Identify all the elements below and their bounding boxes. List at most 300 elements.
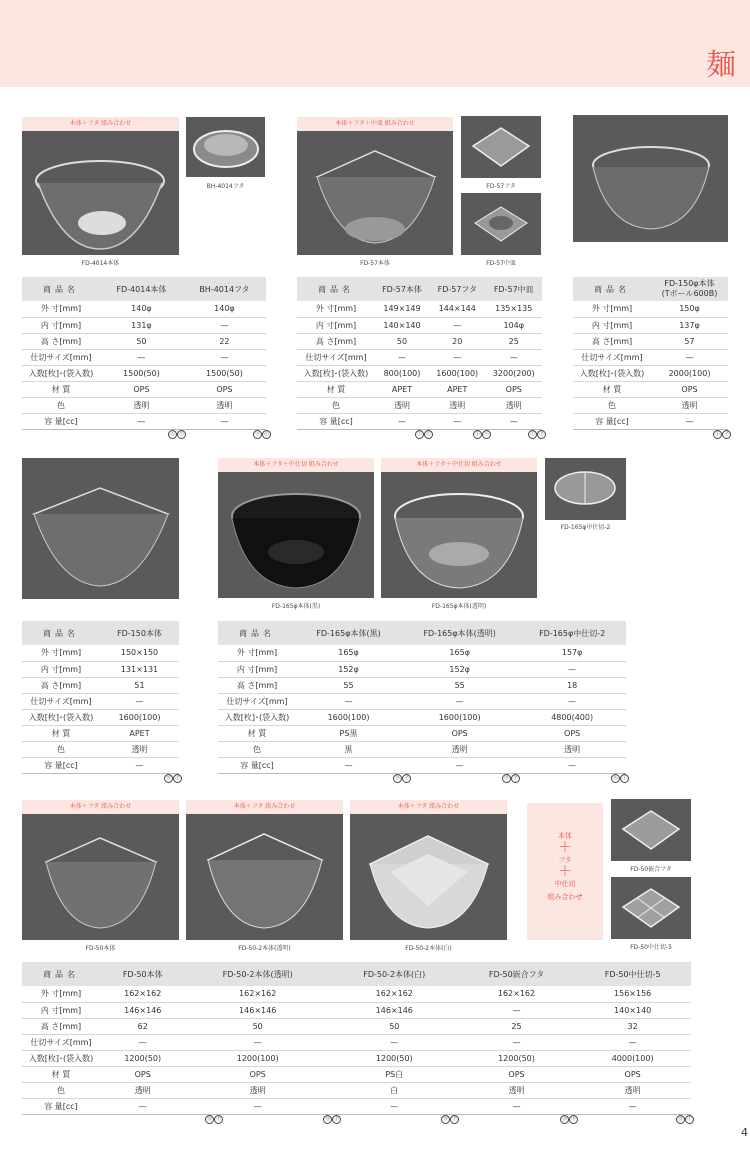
table-cell: — (185, 1098, 329, 1114)
material-mark: Ⓑ (442, 1116, 448, 1122)
combo-band: 本体＋フタ 組み合わせ (22, 117, 179, 131)
combo-note (527, 803, 603, 940)
table-cell: 22 (183, 333, 266, 349)
table-cell: FD-150φ本体 (Tボール600B) (651, 277, 728, 301)
material-mark: Ⓕ (178, 431, 184, 437)
table-row (573, 397, 728, 413)
row-label: 色 (22, 741, 100, 757)
table-row (22, 661, 179, 677)
spec-table-fd-150-round (573, 277, 728, 430)
table-header-row (573, 277, 728, 301)
table-cell: — (330, 1098, 459, 1114)
table-cell: FD-50中仕切-5 (574, 962, 691, 986)
table-cell: 透明 (485, 397, 542, 413)
table-cell: 51 (100, 677, 179, 693)
table-cell: — (183, 413, 266, 429)
product-photo-fd-165-black (218, 472, 374, 598)
product-photo-fd-150-round (573, 115, 728, 242)
row-label: 入数[枚]･(袋入数) (297, 365, 375, 381)
table-cell: 1600(100) (401, 709, 518, 725)
table-cell: 透明 (429, 397, 486, 413)
table-cell: 18 (518, 677, 626, 693)
material-marks (560, 1115, 578, 1124)
table-row (218, 693, 626, 709)
table-row (22, 1018, 691, 1034)
table-row (22, 709, 179, 725)
table-cell: OPS (651, 381, 728, 397)
table-cell: — (375, 413, 429, 429)
material-mark: Ⓣ (529, 431, 535, 437)
row-label: 高 さ[mm] (573, 333, 651, 349)
table-cell: FD-57本体 (375, 277, 429, 301)
table-cell: 1200(100) (185, 1050, 329, 1066)
table-row (22, 645, 179, 661)
row-label: 色 (297, 397, 375, 413)
material-marks (473, 430, 491, 439)
table-cell: 透明 (518, 741, 626, 757)
table-cell: — (401, 757, 518, 773)
table-cell: — (296, 757, 401, 773)
row-label: 外 寸[mm] (218, 645, 296, 661)
table-cell: — (459, 1098, 575, 1114)
material-mark: Ⓣ (474, 431, 480, 437)
combo-text: ＋ (558, 840, 572, 856)
combo-text: フタ (558, 856, 572, 864)
table-cell: 25 (485, 333, 542, 349)
table-header-row (297, 277, 542, 301)
table-cell: 800(100) (375, 365, 429, 381)
table-cell: FD-50嵌合フタ (459, 962, 575, 986)
table-row (218, 741, 626, 757)
table-cell: 50 (330, 1018, 459, 1034)
table-header-row (218, 621, 626, 645)
table-cell: 144×144 (429, 301, 486, 317)
material-mark: Ⓑ (324, 1116, 330, 1122)
table-cell: FD-50本体 (100, 962, 185, 986)
table-row (22, 1002, 691, 1018)
table-cell: PS黒 (296, 725, 401, 741)
row-label: 材 質 (22, 1066, 100, 1082)
table-cell: — (100, 349, 183, 365)
material-mark: Ⓑ (165, 775, 171, 781)
table-row (218, 645, 626, 661)
row-label: 入数[枚]･(袋入数) (22, 709, 100, 725)
table-cell: 透明 (100, 1082, 185, 1098)
table-row (297, 413, 542, 429)
product-photo-fd-4014 (22, 131, 179, 255)
table-header-row (22, 621, 179, 645)
material-marks (205, 1115, 223, 1124)
material-mark: Ⓟ (451, 1116, 457, 1122)
table-cell: — (100, 1034, 185, 1050)
table-cell: 150×150 (100, 645, 179, 661)
row-label: 容 量[cc] (22, 1098, 100, 1114)
material-mark: Ⓑ (503, 775, 509, 781)
photo-caption: FD-57本体 (360, 260, 390, 267)
material-marks (676, 1115, 694, 1124)
category-title: 麺 (706, 48, 736, 83)
table-cell: 131φ (100, 317, 183, 333)
table-cell: 162×162 (330, 986, 459, 1002)
table-row (297, 333, 542, 349)
table-cell: 20 (429, 333, 486, 349)
combo-text: 組み合わせ (547, 893, 583, 901)
row-label: 内 寸[mm] (22, 661, 100, 677)
table-cell: PS白 (330, 1066, 459, 1082)
table-header-row (22, 277, 266, 301)
table-cell: 140×140 (574, 1002, 691, 1018)
table-cell: 1200(50) (100, 1050, 185, 1066)
table-cell: — (429, 349, 486, 365)
table-cell: — (429, 317, 486, 333)
material-mark: Ⓟ (538, 431, 544, 437)
table-cell: 黒 (296, 741, 401, 757)
table-header-row (22, 962, 691, 986)
row-label: 商品名 (22, 277, 100, 301)
product-photo-fd-50 (22, 814, 179, 940)
table-row (22, 333, 266, 349)
table-cell: 162×162 (459, 986, 575, 1002)
table-cell: 1500(50) (100, 365, 183, 381)
table-cell: — (459, 1002, 575, 1018)
material-mark: Ⓕ (425, 431, 431, 437)
combo-text: ＋ (558, 864, 572, 880)
material-mark: Ⓑ (677, 1116, 683, 1122)
table-cell: — (429, 413, 486, 429)
table-row (218, 677, 626, 693)
table-row (22, 301, 266, 317)
combo-text: 中仕切 (554, 880, 576, 888)
table-cell: 透明 (459, 1082, 575, 1098)
material-mark: Ⓟ (723, 431, 729, 437)
row-label: 容 量[cc] (573, 413, 651, 429)
row-label: 容 量[cc] (218, 757, 296, 773)
photo-caption: FD-50-2本体(透明) (238, 945, 291, 952)
photo-caption: FD-57フタ (486, 183, 516, 190)
material-mark: Ⓟ (215, 1116, 221, 1122)
product-photo-fd-50-lid (611, 799, 691, 861)
table-cell: — (651, 349, 728, 365)
photo-caption: FD-165φ本体(黒) (271, 603, 321, 610)
table-cell: 2000(100) (651, 365, 728, 381)
row-label: 仕切サイズ[mm] (218, 693, 296, 709)
material-marks (611, 774, 629, 783)
table-row (297, 301, 542, 317)
table-cell: — (574, 1098, 691, 1114)
table-cell: 131×131 (100, 661, 179, 677)
photo-caption: FD-57中皿 (486, 260, 516, 267)
row-label: 入数[枚]･(袋入数) (573, 365, 651, 381)
photo-caption: FD-50嵌合フタ (630, 866, 672, 873)
table-cell: 55 (296, 677, 401, 693)
combo-band: 本体＋フタ＋中皿 組み合わせ (297, 117, 453, 131)
table-cell: — (518, 693, 626, 709)
table-cell: 62 (100, 1018, 185, 1034)
table-row (22, 693, 179, 709)
row-label: 容 量[cc] (297, 413, 375, 429)
table-cell: FD-50-2本体(透明) (185, 962, 329, 986)
table-cell: APET (375, 381, 429, 397)
table-row (22, 317, 266, 333)
table-cell: 1600(100) (296, 709, 401, 725)
row-label: 商品名 (573, 277, 651, 301)
product-photo-fd-57-lid (461, 116, 541, 178)
row-label: 色 (573, 397, 651, 413)
table-cell: 140φ (100, 301, 183, 317)
product-photo-fd-50-2-clear (186, 814, 343, 940)
row-label: 材 質 (573, 381, 651, 397)
table-cell: 4800(400) (518, 709, 626, 725)
table-cell: 55 (401, 677, 518, 693)
row-label: 色 (218, 741, 296, 757)
table-cell: — (296, 693, 401, 709)
table-row (22, 381, 266, 397)
table-cell: APET (429, 381, 486, 397)
table-cell: — (185, 1034, 329, 1050)
material-mark: Ⓐ (169, 431, 175, 437)
table-cell: OPS (485, 381, 542, 397)
table-row (22, 1066, 691, 1082)
table-row (297, 381, 542, 397)
photo-caption: FD-4014本体 (81, 260, 120, 267)
row-label: 材 質 (22, 725, 100, 741)
spec-table-fd-4014 (22, 277, 266, 430)
table-cell: 透明 (574, 1082, 691, 1098)
table-cell: 57 (651, 333, 728, 349)
material-mark: Ⓐ (612, 775, 618, 781)
table-cell: 140φ (183, 301, 266, 317)
table-row (22, 1082, 691, 1098)
table-row (22, 365, 266, 381)
photo-caption: FD-50-2本体(白) (405, 945, 452, 952)
row-label: 内 寸[mm] (218, 661, 296, 677)
table-cell: 白 (330, 1082, 459, 1098)
row-label: 色 (22, 397, 100, 413)
combo-band: 本体＋フタ 組み合わせ (350, 800, 507, 814)
row-label: 内 寸[mm] (22, 1002, 100, 1018)
product-photo-fd-165-clear (381, 472, 537, 598)
material-marks (713, 430, 731, 439)
table-cell: 140×140 (375, 317, 429, 333)
table-cell: 透明 (100, 741, 179, 757)
row-label: 仕切サイズ[mm] (297, 349, 375, 365)
row-label: 色 (22, 1082, 100, 1098)
table-row (573, 349, 728, 365)
table-cell: — (401, 693, 518, 709)
table-cell: OPS (459, 1066, 575, 1082)
table-row (573, 365, 728, 381)
material-mark: Ⓣ (621, 775, 627, 781)
table-cell: — (100, 693, 179, 709)
row-label: 高 さ[mm] (297, 333, 375, 349)
table-cell: OPS (100, 381, 183, 397)
table-cell: 152φ (296, 661, 401, 677)
table-row (218, 661, 626, 677)
spec-table-fd-150 (22, 621, 179, 774)
row-label: 商品名 (22, 621, 100, 645)
table-cell: FD-4014本体 (100, 277, 183, 301)
table-cell: FD-165φ本体(透明) (401, 621, 518, 645)
table-cell: 1200(50) (330, 1050, 459, 1066)
table-cell: — (518, 661, 626, 677)
table-cell: 50 (100, 333, 183, 349)
table-cell: 透明 (100, 397, 183, 413)
table-cell: OPS (100, 1066, 185, 1082)
material-marks (441, 1115, 459, 1124)
table-cell: 1600(100) (100, 709, 179, 725)
material-mark: Ⓟ (174, 775, 180, 781)
table-cell: 165φ (296, 645, 401, 661)
table-row (297, 397, 542, 413)
table-cell: OPS (183, 381, 266, 397)
material-marks (502, 774, 520, 783)
table-cell: 32 (574, 1018, 691, 1034)
page-number: 4 (741, 1126, 748, 1139)
photo-caption: FD-50本体 (85, 945, 116, 952)
photo-caption: FD-165φ中仕切-2 (560, 524, 611, 531)
table-row (22, 1050, 691, 1066)
table-cell: 3200(200) (485, 365, 542, 381)
table-row (297, 365, 542, 381)
table-row (22, 986, 691, 1002)
table-cell: — (574, 1034, 691, 1050)
spec-table-fd-50 (22, 962, 691, 1115)
table-cell: — (183, 317, 266, 333)
table-row (22, 349, 266, 365)
table-cell: 150φ (651, 301, 728, 317)
table-row (22, 397, 266, 413)
material-mark: Ⓕ (483, 431, 489, 437)
material-mark: Ⓑ (561, 1116, 567, 1122)
material-mark: Ⓟ (512, 775, 518, 781)
product-photo-fd-165-partition (545, 458, 626, 520)
table-row (218, 709, 626, 725)
material-mark: Ⓕ (263, 431, 269, 437)
row-label: 材 質 (297, 381, 375, 397)
table-cell: — (375, 349, 429, 365)
row-label: 外 寸[mm] (573, 301, 651, 317)
table-cell: FD-50-2本体(白) (330, 962, 459, 986)
photo-caption: FD-165φ本体(透明) (431, 603, 487, 610)
table-row (22, 1098, 691, 1114)
table-cell: 1600(100) (429, 365, 486, 381)
row-label: 商品名 (297, 277, 375, 301)
material-marks (168, 430, 186, 439)
table-cell: OPS (574, 1066, 691, 1082)
combo-text: 本体 (558, 832, 572, 840)
material-mark: Ⓟ (570, 1116, 576, 1122)
table-cell: — (485, 349, 542, 365)
table-cell: 135×135 (485, 301, 542, 317)
table-cell: 162×162 (100, 986, 185, 1002)
row-label: 外 寸[mm] (22, 301, 100, 317)
page-header (0, 0, 750, 87)
row-label: 高 さ[mm] (22, 1018, 100, 1034)
spec-table-fd-165 (218, 621, 626, 774)
table-row (573, 381, 728, 397)
table-cell: — (100, 1098, 185, 1114)
table-row (573, 333, 728, 349)
table-cell: OPS (185, 1066, 329, 1082)
product-photo-fd-150 (22, 458, 179, 599)
table-cell: 1500(50) (183, 365, 266, 381)
material-mark: Ⓟ (333, 1116, 339, 1122)
row-label: 材 質 (22, 381, 100, 397)
table-cell: 透明 (651, 397, 728, 413)
row-label: 内 寸[mm] (573, 317, 651, 333)
product-photo-fd-50-2-white (350, 814, 507, 940)
table-cell: 4000(100) (574, 1050, 691, 1066)
row-label: 商品名 (218, 621, 296, 645)
table-cell: 50 (375, 333, 429, 349)
table-cell: 透明 (401, 741, 518, 757)
table-cell: 146×146 (100, 1002, 185, 1018)
table-cell: FD-150本体 (100, 621, 179, 645)
table-cell: 137φ (651, 317, 728, 333)
row-label: 容 量[cc] (22, 413, 100, 429)
table-row (218, 725, 626, 741)
material-mark: Ⓑ (206, 1116, 212, 1122)
row-label: 高 さ[mm] (218, 677, 296, 693)
row-label: 仕切サイズ[mm] (22, 349, 100, 365)
table-row (573, 413, 728, 429)
row-label: 商品名 (22, 962, 100, 986)
material-mark: Ⓣ (714, 431, 720, 437)
table-cell: 162×162 (185, 986, 329, 1002)
material-mark: Ⓣ (686, 1116, 692, 1122)
table-cell: 104φ (485, 317, 542, 333)
table-cell: — (459, 1034, 575, 1050)
table-row (218, 757, 626, 773)
material-mark: Ⓐ (254, 431, 260, 437)
combo-band: 本体＋フタ＋中仕切 組み合わせ (381, 458, 537, 472)
table-cell: 149×149 (375, 301, 429, 317)
material-marks (415, 430, 433, 439)
table-cell: 50 (185, 1018, 329, 1034)
material-mark: Ⓟ (403, 775, 409, 781)
table-cell: — (183, 349, 266, 365)
table-row (297, 317, 542, 333)
material-marks (528, 430, 546, 439)
table-cell: — (100, 413, 183, 429)
table-cell: 1200(50) (459, 1050, 575, 1066)
row-label: 入数[枚]･(袋入数) (22, 365, 100, 381)
combo-band: 本体＋フタ 組み合わせ (186, 800, 343, 814)
table-row (573, 301, 728, 317)
row-label: 外 寸[mm] (22, 645, 100, 661)
table-cell: OPS (518, 725, 626, 741)
row-label: 仕切サイズ[mm] (573, 349, 651, 365)
material-marks (323, 1115, 341, 1124)
product-photo-fd-57 (297, 131, 453, 255)
table-row (22, 413, 266, 429)
table-row (573, 317, 728, 333)
spec-table-fd-57 (297, 277, 542, 430)
row-label: 仕切サイズ[mm] (22, 1034, 100, 1050)
material-mark: Ⓣ (416, 431, 422, 437)
row-label: 高 さ[mm] (22, 677, 100, 693)
table-cell: FD-57フタ (429, 277, 486, 301)
photo-caption: BH-4014フタ (206, 183, 245, 190)
table-cell: 透明 (375, 397, 429, 413)
table-cell: 25 (459, 1018, 575, 1034)
material-marks (393, 774, 411, 783)
table-row (22, 757, 179, 773)
table-cell: — (485, 413, 542, 429)
table-cell: APET (100, 725, 179, 741)
table-row (297, 349, 542, 365)
table-cell: — (330, 1034, 459, 1050)
